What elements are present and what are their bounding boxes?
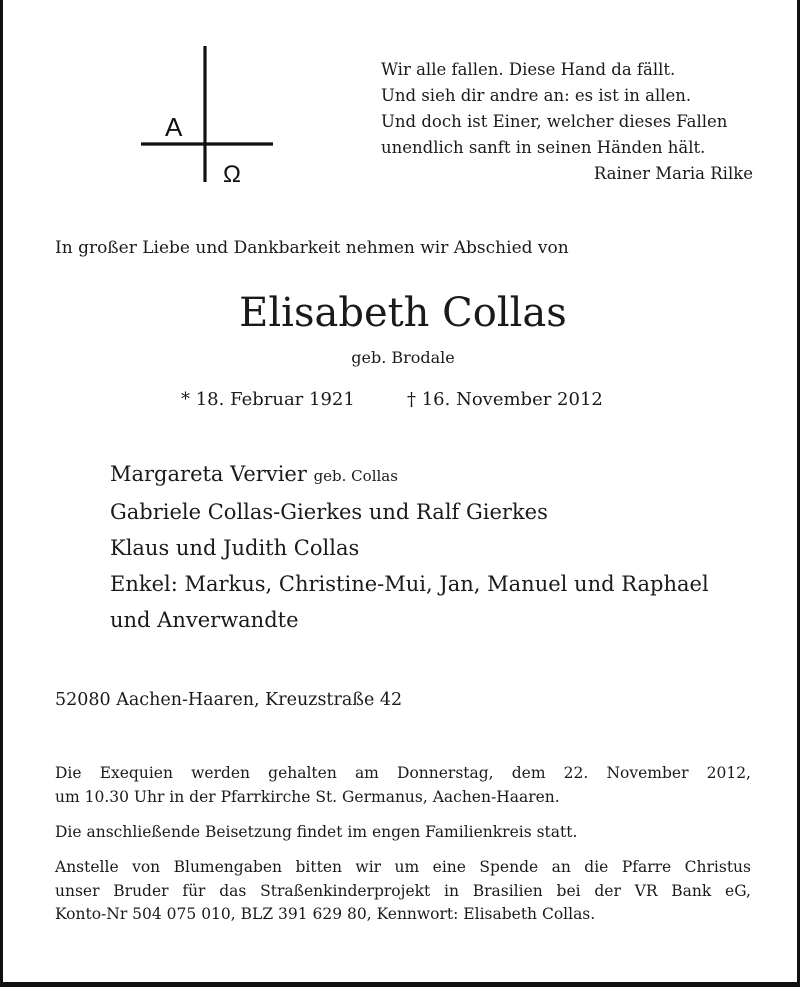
mourners-list: [110, 456, 709, 638]
poem-author: Rainer Maria Rilke: [593, 164, 753, 183]
donation-line: Konto-Nr 504 075 010, BLZ 391 629 80, Kennwort: Elisabeth Collas.: [55, 905, 596, 923]
intro-text: In großer Liebe und Dankbarkeit nehmen wir Abschied von: [55, 238, 569, 258]
mourner-line: Klaus und Judith Collas: [110, 536, 360, 560]
funeral-line: um 10.30 Uhr in der Pfarrkirche St. Germanus, Aachen-Haaren.: [55, 787, 560, 806]
alpha-omega-cross-icon: [139, 42, 274, 184]
burial-info: [55, 821, 751, 845]
birth-date: * 18. Februar 1921: [181, 389, 355, 410]
poem-line: unendlich sanft in seinen Händen hält.: [381, 138, 706, 157]
mourner-name: Margareta Vervier: [110, 462, 307, 486]
donation-line: unser Bruder für das Straßenkinderprojekt in Brasilien bei der VR Bank eG,: [55, 881, 751, 900]
poem: [381, 57, 753, 187]
poem-line: Und doch ist Einer, welcher dieses Fallen: [381, 112, 728, 131]
funeral-info: [55, 762, 751, 809]
alpha-letter: A: [165, 112, 183, 142]
death-date: † 16. November 2012: [407, 389, 603, 410]
poem-line: Wir alle fallen. Diese Hand da fällt.: [381, 60, 676, 79]
donation-info: [55, 856, 751, 927]
donation-line: Anstelle von Blumengaben bitten wir um eine Spende an die Pfarre Christus: [55, 858, 751, 876]
maiden-name: geb. Brodale: [351, 348, 455, 367]
address: 52080 Aachen-Haaren, Kreuzstraße 42: [55, 690, 403, 710]
funeral-line: Die Exequien werden gehalten am Donnerstag, dem 22. November 2012,: [55, 764, 751, 782]
mourner-line: [110, 456, 709, 494]
mourner-line: und Anverwandte: [110, 608, 299, 632]
mourner-line: Gabriele Collas-Gierkes und Ralf Gierkes: [110, 500, 548, 524]
poem-line: Und sieh dir andre an: es ist in allen.: [381, 86, 692, 105]
omega-letter: Ω: [223, 161, 241, 184]
mourner-maiden-note: geb. Collas: [313, 467, 398, 485]
mourner-line: Enkel: Markus, Christine-Mui, Jan, Manuel und Raphael: [110, 572, 709, 596]
deceased-name: Elisabeth Collas: [239, 290, 567, 336]
burial-line: Die anschließende Beisetzung findet im engen Familienkreis statt.: [55, 823, 578, 841]
